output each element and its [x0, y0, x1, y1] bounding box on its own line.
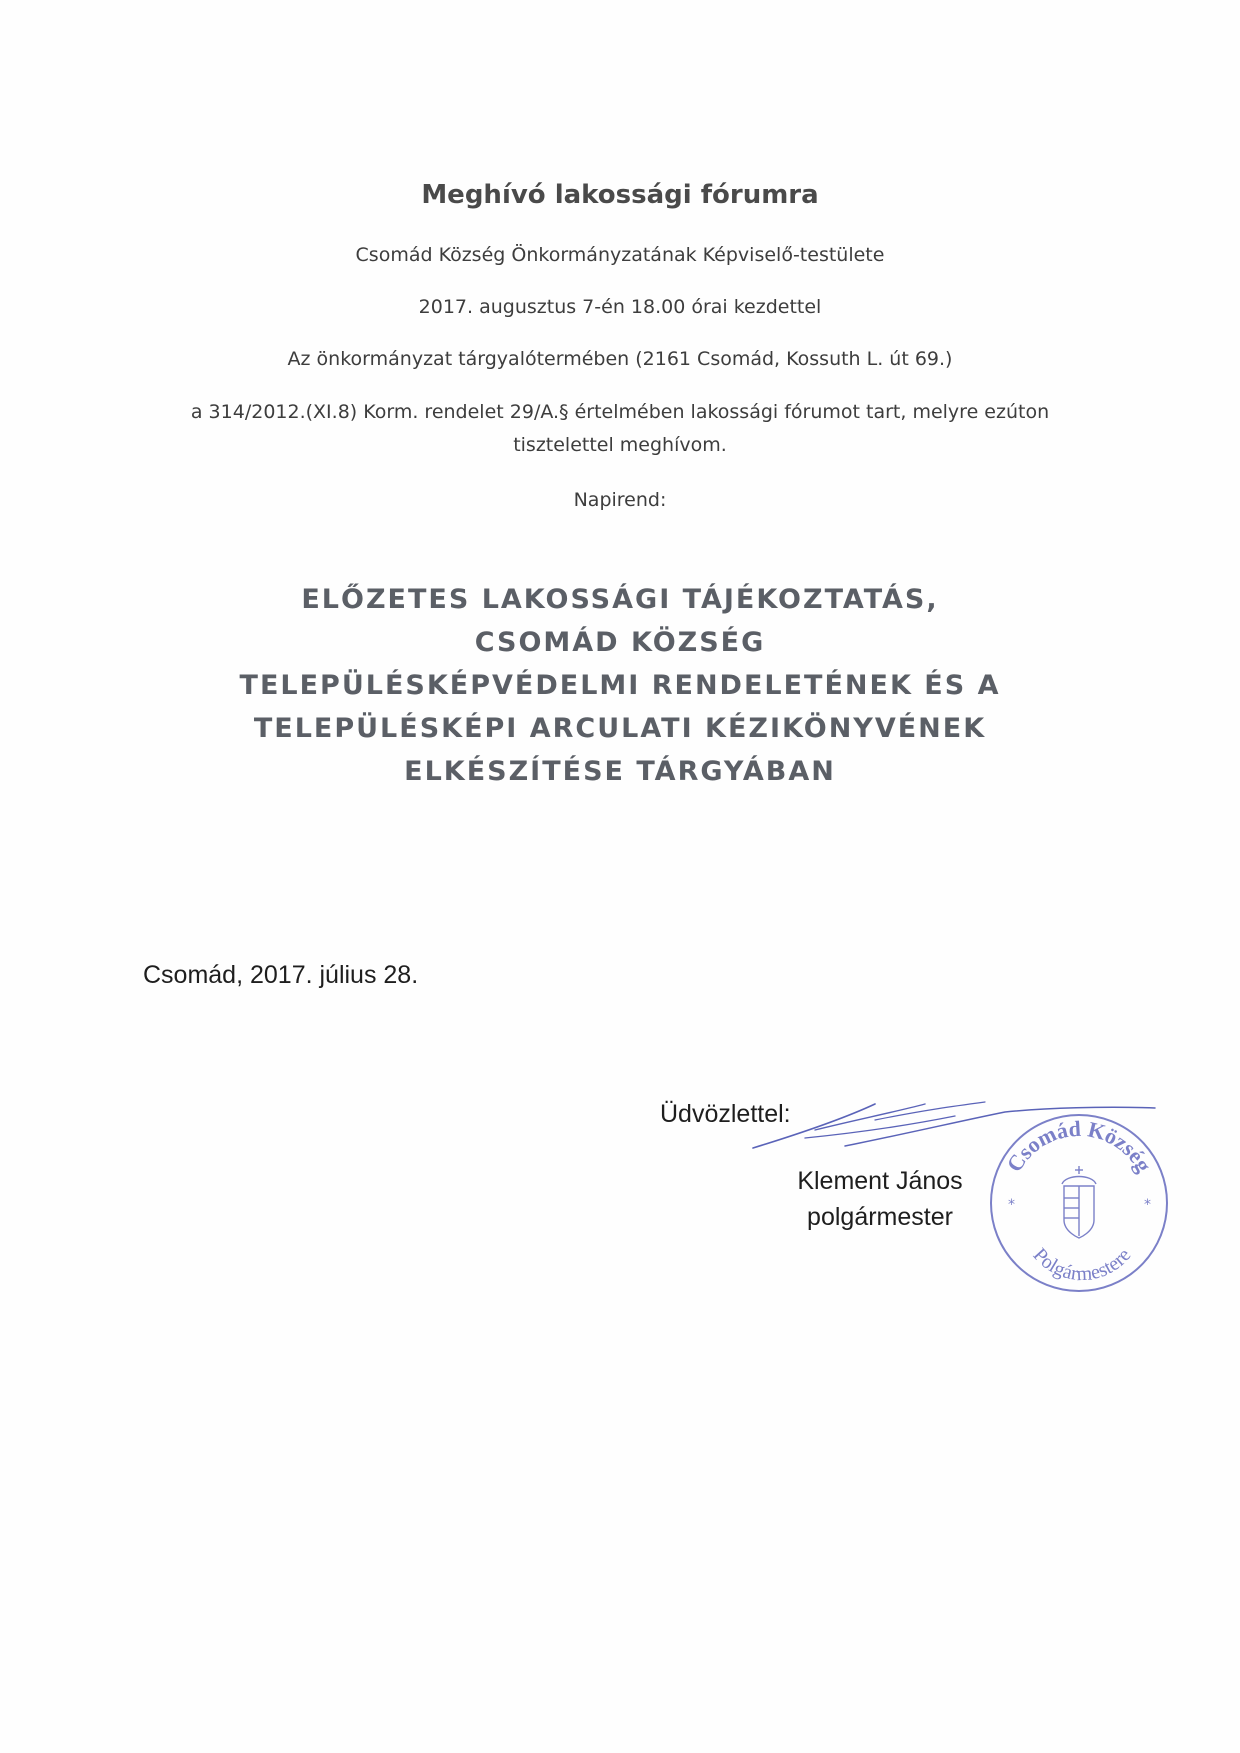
svg-text:*: *	[1144, 1197, 1151, 1213]
subject-line: CSOMÁD KÖZSÉG	[474, 627, 766, 658]
place-date: Csomád, 2017. július 28.	[143, 961, 419, 989]
subject-line: TELEPÜLÉSKÉPVÉDELMI RENDELETÉNEK ÉS A	[239, 670, 1001, 701]
agenda-label: Napirend:	[573, 489, 667, 511]
subject-line: ELŐZETES LAKOSSÁGI TÁJÉKOZTATÁS,	[301, 584, 939, 615]
signer-title: polgármester	[807, 1203, 953, 1231]
stamp-bottom-text: Polgármestere	[1028, 1244, 1136, 1286]
body-line-council: Csomád Község Önkormányzatának Képviselő-testülete	[355, 244, 885, 266]
coat-of-arms-icon	[1062, 1166, 1096, 1238]
body-line-invitation: tisztelettel meghívom.	[513, 434, 727, 456]
document-title: Meghívó lakossági fórumra	[421, 180, 819, 210]
greeting: Üdvözlettel:	[660, 1100, 791, 1128]
subject-line: TELEPÜLÉSKÉPI ARCULATI KÉZIKÖNYVÉNEK	[253, 713, 987, 744]
body-line-decree: a 314/2012.(XI.8) Korm. rendelet 29/A.§ értelmében lakossági fórumot tart, melyre ezúton	[190, 401, 1050, 423]
svg-text:*: *	[1008, 1197, 1015, 1213]
subject-line: ELKÉSZÍTÉSE TÁRGYÁBAN	[404, 756, 836, 787]
signer-name: Klement János	[797, 1167, 963, 1195]
municipal-seal-stamp	[984, 1108, 1174, 1298]
body-line-date-time: 2017. augusztus 7-én 18.00 órai kezdettel	[418, 296, 822, 318]
stamp-top-text: Csomád Község	[1001, 1115, 1157, 1177]
body-line-venue: Az önkormányzat tárgyalótermében (2161 Csomád, Kossuth L. út 69.)	[287, 348, 953, 370]
